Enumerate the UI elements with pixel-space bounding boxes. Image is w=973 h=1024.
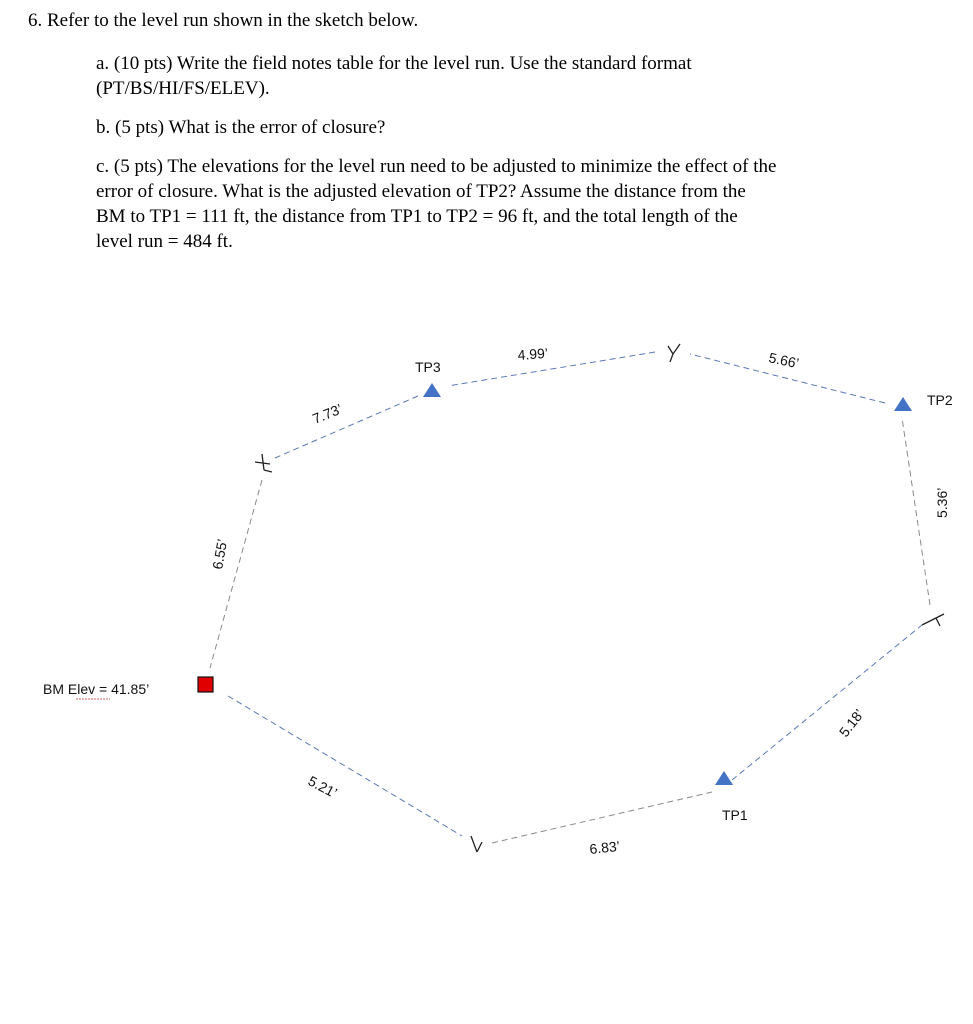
bm-label: BM Elev = 41.85’	[43, 681, 150, 697]
sight-line-bm-level1	[228, 696, 462, 836]
part-a-line-2: (PT/BS/HI/FS/ELEV).	[96, 78, 270, 99]
reading-level2-tp2: 5.36’	[934, 487, 950, 518]
sight-line-level4-bm	[210, 480, 262, 668]
reading-bm-level1: 5.21’	[305, 772, 340, 801]
question-title: 6. Refer to the level run shown in the sketch below.	[28, 10, 419, 31]
sight-line-level2-tp2	[902, 418, 930, 605]
reading-tp1-level2: 5.18’	[835, 706, 868, 740]
sight-line-tp3-level4	[275, 396, 418, 458]
reading-tp3-level4: 7.73’	[310, 400, 345, 427]
part-c-line-2: error of closure. What is the adjusted elevation of TP2? Assume the distance from the	[96, 181, 746, 202]
tp1-label: TP1	[722, 807, 748, 823]
sight-line-tp1-level2	[732, 625, 922, 780]
benchmark-marker	[198, 677, 213, 692]
part-b-line-1: b. (5 pts) What is the error of closure?	[96, 117, 386, 138]
tp2-triangle-icon	[894, 397, 912, 411]
tp1-triangle-icon	[715, 771, 733, 785]
part-a-line-1: a. (10 pts) Write the field notes table for the level run. Use the standard format	[96, 53, 692, 74]
tp3-triangle-icon	[423, 383, 441, 397]
level-instrument-icon	[922, 614, 944, 626]
level-instrument-icon	[255, 454, 272, 472]
level-instrument-icon	[471, 836, 482, 852]
sight-line-level1-tp1	[492, 792, 712, 843]
reading-tp2-level3: 5.66’	[767, 349, 801, 372]
part-c-line-3: BM to TP1 = 111 ft, the distance from TP1 to TP2 = 96 ft, and the total length of the	[96, 206, 738, 227]
tp2-label: TP2	[927, 392, 953, 408]
tp3-label: TP3	[415, 359, 441, 375]
reading-level4-bm: 6.55’	[209, 537, 231, 571]
part-c-line-4: level run = 484 ft.	[96, 231, 233, 252]
reading-level3-tp3: 4.99’	[517, 344, 549, 363]
part-c-line-1: c. (5 pts) The elevations for the level run need to be adjusted to minimize the effect of the	[96, 156, 777, 177]
level-instrument-icon	[668, 344, 680, 362]
sight-line-level3-tp3	[448, 352, 655, 386]
reading-level1-tp1: 6.83’	[588, 837, 621, 857]
